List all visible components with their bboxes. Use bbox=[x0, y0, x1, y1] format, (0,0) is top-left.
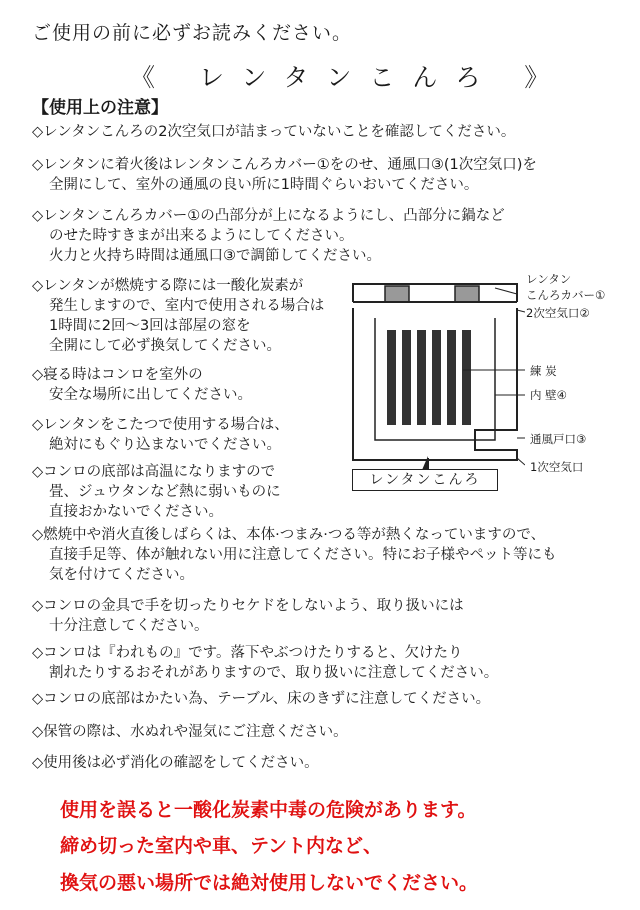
page-title: 《 レンタンこんろ 》 bbox=[130, 63, 568, 92]
charcoal-bar bbox=[417, 330, 426, 425]
stove-diagram bbox=[345, 270, 525, 495]
warning-line: 締め切った室内や車、テント内など、 bbox=[60, 835, 383, 857]
note-line: のせた時すきまが出来るようにしてください。 bbox=[49, 228, 354, 244]
note-item bbox=[32, 689, 490, 709]
cover-bump-right bbox=[455, 286, 479, 302]
leader-line bbox=[495, 288, 517, 294]
note-item bbox=[32, 753, 319, 773]
cover-outline bbox=[353, 284, 517, 302]
note-line: ◇レンタンが燃焼する際には一酸化炭素が bbox=[32, 278, 304, 294]
warning-line: 使用を誤ると一酸化炭素中毒の危険があります。 bbox=[60, 799, 477, 821]
label-charcoal: 練 炭 bbox=[530, 364, 557, 378]
note-line: 火力と火持ち時間は通風口③で調節してください。 bbox=[49, 248, 381, 264]
diagram-caption: レンタンこんろ bbox=[352, 469, 498, 491]
note-line: 気を付けてください。 bbox=[49, 567, 194, 583]
note-item bbox=[32, 155, 537, 195]
note-line: 畳、ジュウタンなど熱に弱いものに bbox=[49, 484, 281, 500]
note-line: 発生しますので、室内で使用される場合は bbox=[49, 298, 325, 314]
note-line: ◇コンロの金具で手を切ったりセケドをしないよう、取り扱いには bbox=[32, 598, 464, 614]
charcoal-bar bbox=[447, 330, 456, 425]
label-wall: 内 壁④ bbox=[530, 388, 567, 402]
note-line: ◇レンタンこんろカバー①の凸部分が上になるようにし、凸部分に鍋など bbox=[32, 208, 505, 224]
note-line: ◇寝る時はコンロを室外の bbox=[32, 367, 203, 383]
note-line: 割れたりするおそれがありますので、取り扱いに注意してください。 bbox=[49, 665, 499, 681]
note-item bbox=[32, 365, 252, 405]
charcoal-bar bbox=[402, 330, 411, 425]
label-vent: 通風戸口③ bbox=[530, 432, 587, 446]
note-line: ◇燃焼中や消火直後しばらくは、本体·つまみ·つる等が熱くなっていますので、 bbox=[32, 527, 546, 543]
page-header: ご使用の前に必ずお読みください。 bbox=[32, 22, 353, 44]
note-line: ◇レンタンをこたつで使用する場合は、 bbox=[32, 417, 289, 433]
label-cover-a: レンタン bbox=[526, 272, 572, 286]
note-line: 絶対にもぐり込まないでください。 bbox=[49, 437, 281, 453]
note-item bbox=[32, 722, 348, 742]
note-line: ◇使用後は必ず消化の確認をしてください。 bbox=[32, 755, 319, 771]
note-item bbox=[32, 596, 464, 636]
note-item bbox=[32, 276, 324, 356]
label-air1: 1次空気口 bbox=[530, 460, 584, 474]
note-line: 直接手足等、体が触れない用に注意してください。特にお子様やペット等にも bbox=[49, 547, 557, 563]
note-item bbox=[32, 415, 289, 455]
section-heading: 【使用上の注意】 bbox=[32, 98, 168, 118]
cover-bump-left bbox=[385, 286, 409, 302]
note-line: ◇レンタンに着火後はレンタンこんろカバー①をのせ、通風口③(1次空気口)を bbox=[32, 157, 537, 173]
label-cover-b: こんろカバー① bbox=[526, 288, 606, 302]
leader-line bbox=[517, 458, 525, 465]
note-line: 全開にして必ず換気してください。 bbox=[49, 338, 281, 354]
charcoal-bar bbox=[387, 330, 396, 425]
note-line: ◇保管の際は、水ぬれや湿気にご注意ください。 bbox=[32, 724, 348, 740]
note-line: 直接おかないでください。 bbox=[49, 504, 223, 520]
note-line: ◇コンロは『われもの』です。落下やぶつけたりすると、欠けたり bbox=[32, 645, 463, 661]
charcoal-bar bbox=[462, 330, 471, 425]
note-line: ◇コンロの底部はかたい為、テーブル、床のきずに注意してください。 bbox=[32, 691, 491, 707]
note-item bbox=[32, 122, 515, 142]
note-item bbox=[32, 206, 505, 266]
charcoal-bar bbox=[432, 330, 441, 425]
note-item bbox=[32, 462, 281, 522]
note-item bbox=[32, 525, 557, 585]
note-line: 1時間に2回～3回は部屋の窓を bbox=[49, 318, 251, 334]
leader-line bbox=[517, 310, 525, 312]
note-line: ◇レンタンこんろの2次空気口が詰まっていないことを確認してください。 bbox=[32, 124, 516, 140]
label-air2: 2次空気口② bbox=[526, 306, 590, 320]
note-item bbox=[32, 643, 498, 683]
warning-line: 換気の悪い場所では絶対使用しないでください。 bbox=[60, 872, 479, 894]
note-line: 十分注意してください。 bbox=[49, 618, 209, 634]
note-line: ◇コンロの底部は高温になりますので bbox=[32, 464, 276, 480]
note-line: 全開にして、室外の通風の良い所に1時間ぐらいおいてください。 bbox=[49, 177, 479, 193]
note-line: 安全な場所に出してください。 bbox=[49, 387, 252, 403]
